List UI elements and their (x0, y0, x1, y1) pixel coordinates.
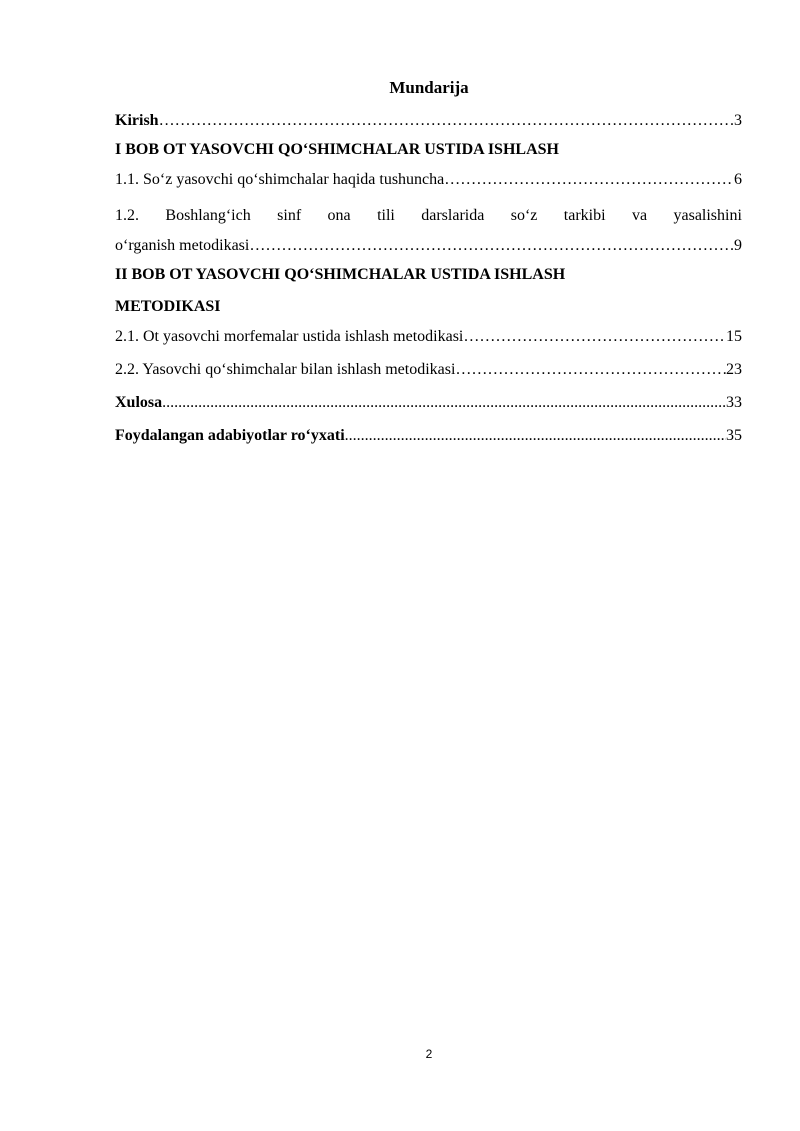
toc-word: yasalishini (673, 207, 742, 224)
dot-leader (345, 422, 726, 449)
toc-word: va (631, 207, 648, 224)
toc-entry-label: o‘rganish metodikasi (115, 237, 250, 254)
toc-entry-page: 15 (726, 328, 742, 345)
toc-word: so‘z (510, 207, 538, 224)
toc-entry-label-line2 (115, 232, 742, 259)
toc-word: sinf (277, 207, 302, 224)
dot-leader (444, 166, 734, 193)
page-number: 2 (425, 1047, 433, 1061)
toc-entry-label: Xulosa (115, 394, 163, 411)
toc-word: ona (327, 207, 351, 224)
dot-leader (162, 389, 726, 416)
toc-entry-label: Kirish (115, 112, 159, 129)
toc-entry-kirish[interactable] (115, 107, 742, 134)
dot-leader (463, 323, 726, 350)
toc-entry-section-1-2[interactable] (115, 199, 742, 259)
toc-entry-adabiyotlar[interactable] (115, 422, 742, 449)
toc-entry-page: 9 (734, 237, 742, 254)
table-of-contents (115, 107, 742, 449)
toc-entry-page: 23 (726, 361, 742, 378)
toc-entry-page: 6 (734, 171, 742, 188)
toc-entry-section-1-1[interactable] (115, 166, 742, 193)
toc-entry-label-line1 (115, 199, 742, 232)
toc-word: tarkibi (563, 207, 606, 224)
toc-entry-label: 1.1. So‘z yasovchi qo‘shimchalar haqida tushuncha (115, 171, 445, 188)
toc-word: tili (377, 207, 395, 224)
toc-entry-label: 2.1. Ot yasovchi morfemalar ustida ishlash metodikasi (115, 328, 464, 345)
toc-entry-page: 33 (726, 394, 742, 411)
toc-word: 1.2. (115, 207, 139, 224)
dot-leader (249, 232, 734, 259)
toc-word: darslarida (421, 207, 485, 224)
toc-chapter-2-heading[interactable] (115, 259, 742, 323)
toc-word: Boshlang‘ich (165, 207, 251, 224)
toc-chapter-2-line1: II BOB OT YASOVCHI QO‘SHIMCHALAR USTIDA ISHLASH (115, 266, 566, 283)
dot-leader (455, 356, 726, 383)
toc-entry-label: Foydalangan adabiyotlar ro‘yxati (115, 427, 345, 444)
toc-entry-xulosa[interactable] (115, 389, 742, 416)
toc-entry-section-2-2[interactable] (115, 356, 742, 383)
toc-entry-section-2-1[interactable] (115, 323, 742, 350)
toc-title: Mundarija (389, 78, 469, 97)
dot-leader (159, 107, 734, 134)
toc-entry-page: 3 (734, 112, 742, 129)
toc-chapter-2-line2: METODIKASI (115, 298, 221, 315)
toc-entry-page: 35 (726, 427, 742, 444)
toc-chapter-1-heading[interactable]: I BOB OT YASOVCHI QO‘SHIMCHALAR USTIDA ISHLASH (115, 141, 559, 158)
toc-entry-label: 2.2. Yasovchi qo‘shimchalar bilan ishlash metodikasi (115, 361, 456, 378)
